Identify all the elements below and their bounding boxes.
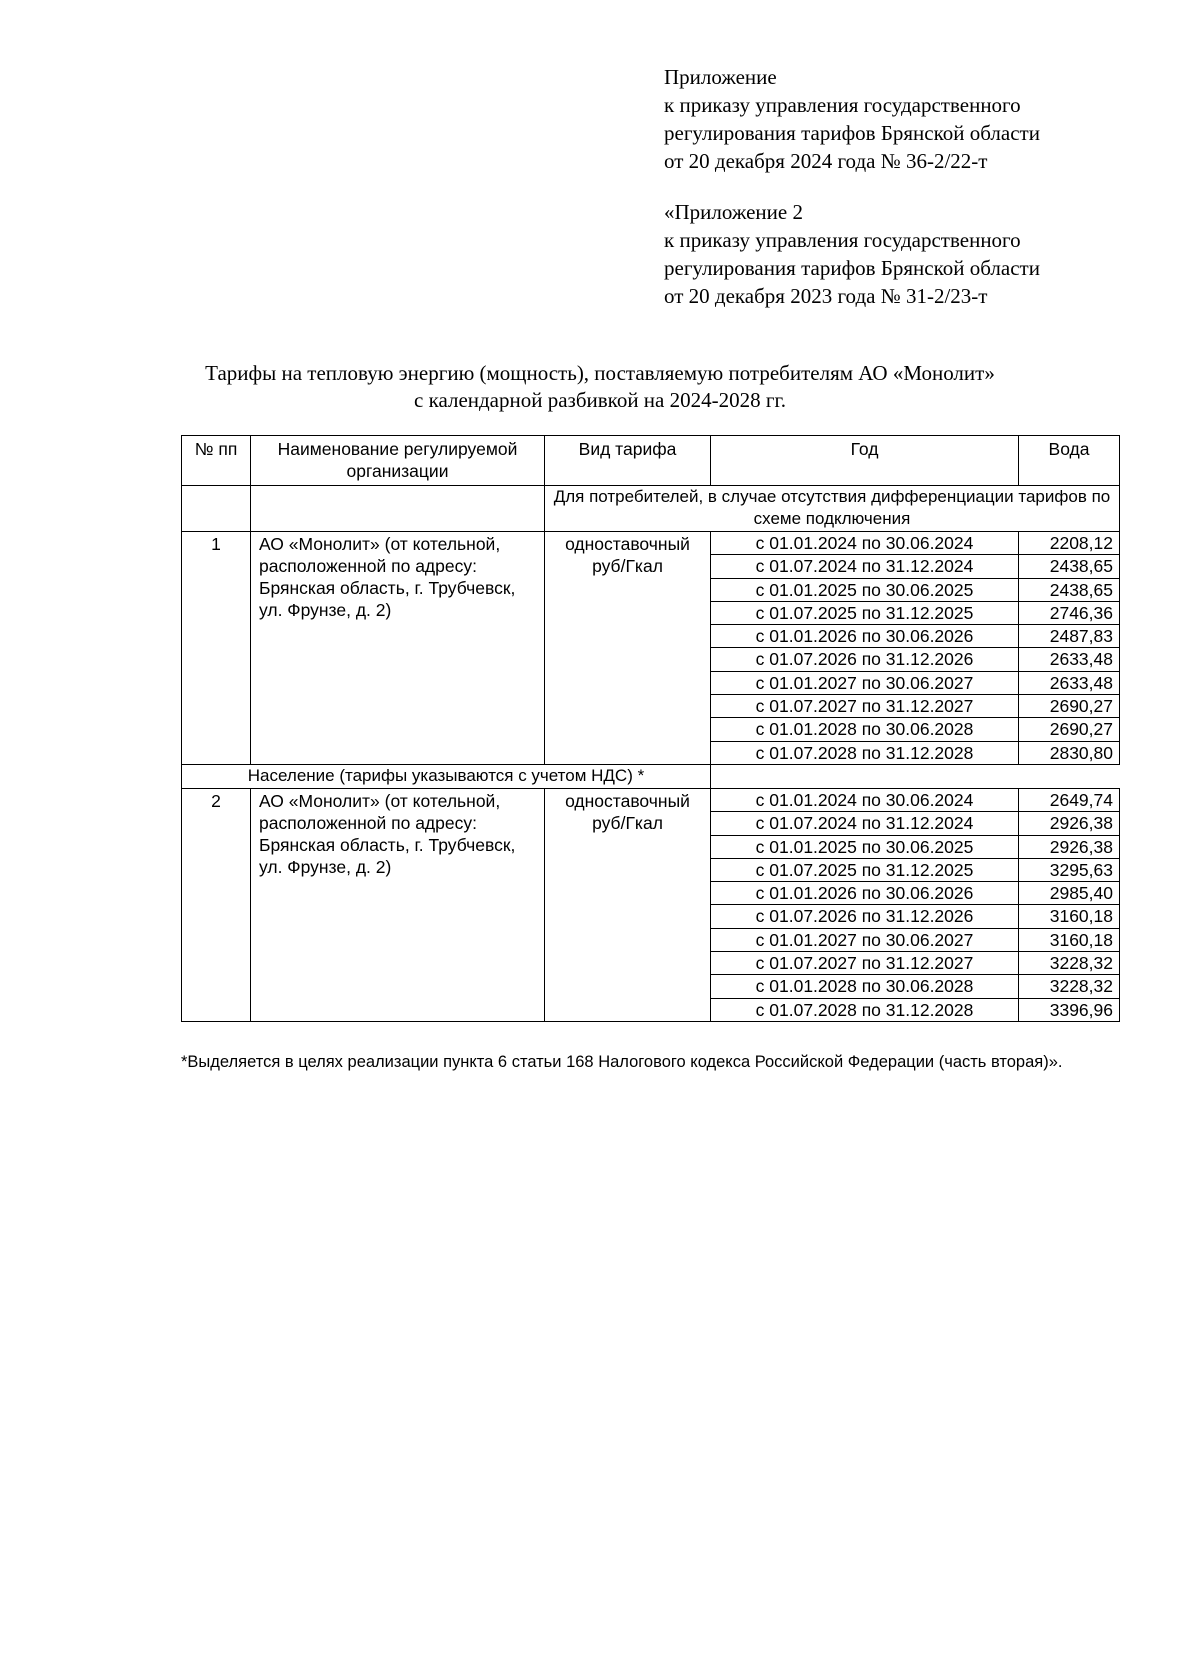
title-line-1: Тарифы на тепловую энергию (мощность), поставляемую потребителям АО «Монолит» — [205, 361, 995, 385]
value-cell: 2649,74 — [1019, 788, 1120, 811]
table-header-row — [182, 436, 1120, 486]
header-kind: Вид тарифа — [545, 436, 711, 486]
period-cell: с 01.07.2026 по 31.12.2026 — [711, 648, 1019, 671]
period-cell: с 01.07.2028 по 31.12.2028 — [711, 998, 1019, 1021]
appendix-line: от 20 декабря 2024 года № 36-2/22-т — [664, 149, 988, 173]
appendix-line: от 20 декабря 2023 года № 31-2/23-т — [664, 284, 988, 308]
period-cell: с 01.01.2025 по 30.06.2025 — [711, 578, 1019, 601]
row-number: 2 — [182, 788, 251, 1021]
group-label: Для потребителей, в случае отсутствия дифференциации тарифов по схеме подключения — [545, 486, 1120, 532]
period-cell: с 01.07.2026 по 31.12.2026 — [711, 905, 1019, 928]
header-num: № пп — [182, 436, 251, 486]
footnote: *Выделяется в целях реализации пункта 6 статьи 168 Налогового кодекса Российской Федерации (часть вторая)». — [181, 1053, 1063, 1071]
appendix-line: к приказу управления государственного — [664, 228, 1021, 252]
value-cell: 2690,27 — [1019, 718, 1120, 741]
period-cell: с 01.07.2027 по 31.12.2027 — [711, 952, 1019, 975]
appendix-line: «Приложение 2 — [664, 200, 803, 224]
value-cell: 3160,18 — [1019, 905, 1120, 928]
value-cell: 2746,36 — [1019, 601, 1120, 624]
period-cell: с 01.01.2028 по 30.06.2028 — [711, 975, 1019, 998]
empty-cell — [182, 486, 251, 532]
group-label-row — [182, 764, 1120, 788]
table-row — [182, 532, 1120, 555]
header-org: Наименование регулируемой организации — [251, 436, 545, 486]
value-cell: 2926,38 — [1019, 812, 1120, 835]
appendix-line: регулирования тарифов Брянской области — [664, 121, 1040, 145]
value-cell: 2438,65 — [1019, 578, 1120, 601]
period-cell: с 01.01.2025 по 30.06.2025 — [711, 835, 1019, 858]
title-line-2: с календарной разбивкой на 2024-2028 гг. — [414, 388, 786, 412]
value-cell: 3160,18 — [1019, 928, 1120, 951]
value-cell: 2985,40 — [1019, 882, 1120, 905]
row-number: 1 — [182, 532, 251, 765]
value-cell: 3295,63 — [1019, 858, 1120, 881]
value-cell: 3228,32 — [1019, 975, 1120, 998]
organization-name: АО «Монолит» (от котельной, расположенной по адресу: Брянская область, г. Трубчевск, ул. Фрунзе, д. 2) — [251, 532, 545, 765]
period-cell: с 01.01.2026 по 30.06.2026 — [711, 882, 1019, 905]
appendix-line: Приложение — [664, 65, 777, 89]
period-cell: с 01.07.2027 по 31.12.2027 — [711, 695, 1019, 718]
value-cell: 2438,65 — [1019, 555, 1120, 578]
value-cell: 2633,48 — [1019, 648, 1120, 671]
period-cell: с 01.07.2024 по 31.12.2024 — [711, 555, 1019, 578]
value-cell: 2690,27 — [1019, 695, 1120, 718]
period-cell: с 01.01.2028 по 30.06.2028 — [711, 718, 1019, 741]
period-cell: с 01.07.2025 по 31.12.2025 — [711, 858, 1019, 881]
value-cell: 2487,83 — [1019, 625, 1120, 648]
value-cell: 3396,96 — [1019, 998, 1120, 1021]
value-cell: 3228,32 — [1019, 952, 1120, 975]
appendix-line: регулирования тарифов Брянской области — [664, 256, 1040, 280]
organization-name: АО «Монолит» (от котельной, расположенной по адресу: Брянская область, г. Трубчевск, ул. Фрунзе, д. 2) — [251, 788, 545, 1021]
tariff-kind: одноставочный руб/Гкал — [545, 788, 711, 1021]
tariff-kind: одноставочный руб/Гкал — [545, 532, 711, 765]
header-water: Вода — [1019, 436, 1120, 486]
table-row — [182, 788, 1120, 811]
value-cell: 2633,48 — [1019, 671, 1120, 694]
appendix-line: к приказу управления государственного — [664, 93, 1021, 117]
period-cell: с 01.01.2026 по 30.06.2026 — [711, 625, 1019, 648]
group-label-row — [182, 486, 1120, 532]
period-cell: с 01.07.2025 по 31.12.2025 — [711, 601, 1019, 624]
value-cell: 2208,12 — [1019, 532, 1120, 555]
period-cell: с 01.01.2027 по 30.06.2027 — [711, 671, 1019, 694]
appendix-2-header — [664, 198, 1184, 310]
tariff-table — [181, 435, 1120, 1022]
period-cell: с 01.01.2027 по 30.06.2027 — [711, 928, 1019, 951]
period-cell: с 01.07.2028 по 31.12.2028 — [711, 741, 1019, 764]
value-cell: 2926,38 — [1019, 835, 1120, 858]
appendix-1-header — [664, 63, 1184, 175]
period-cell: с 01.07.2024 по 31.12.2024 — [711, 812, 1019, 835]
group-label: Население (тарифы указываются с учетом НДС) * — [182, 764, 711, 788]
document-title — [0, 360, 1200, 414]
value-cell: 2830,80 — [1019, 741, 1120, 764]
header-year: Год — [711, 436, 1019, 486]
empty-cell — [251, 486, 545, 532]
period-cell: с 01.01.2024 по 30.06.2024 — [711, 532, 1019, 555]
period-cell: с 01.01.2024 по 30.06.2024 — [711, 788, 1019, 811]
